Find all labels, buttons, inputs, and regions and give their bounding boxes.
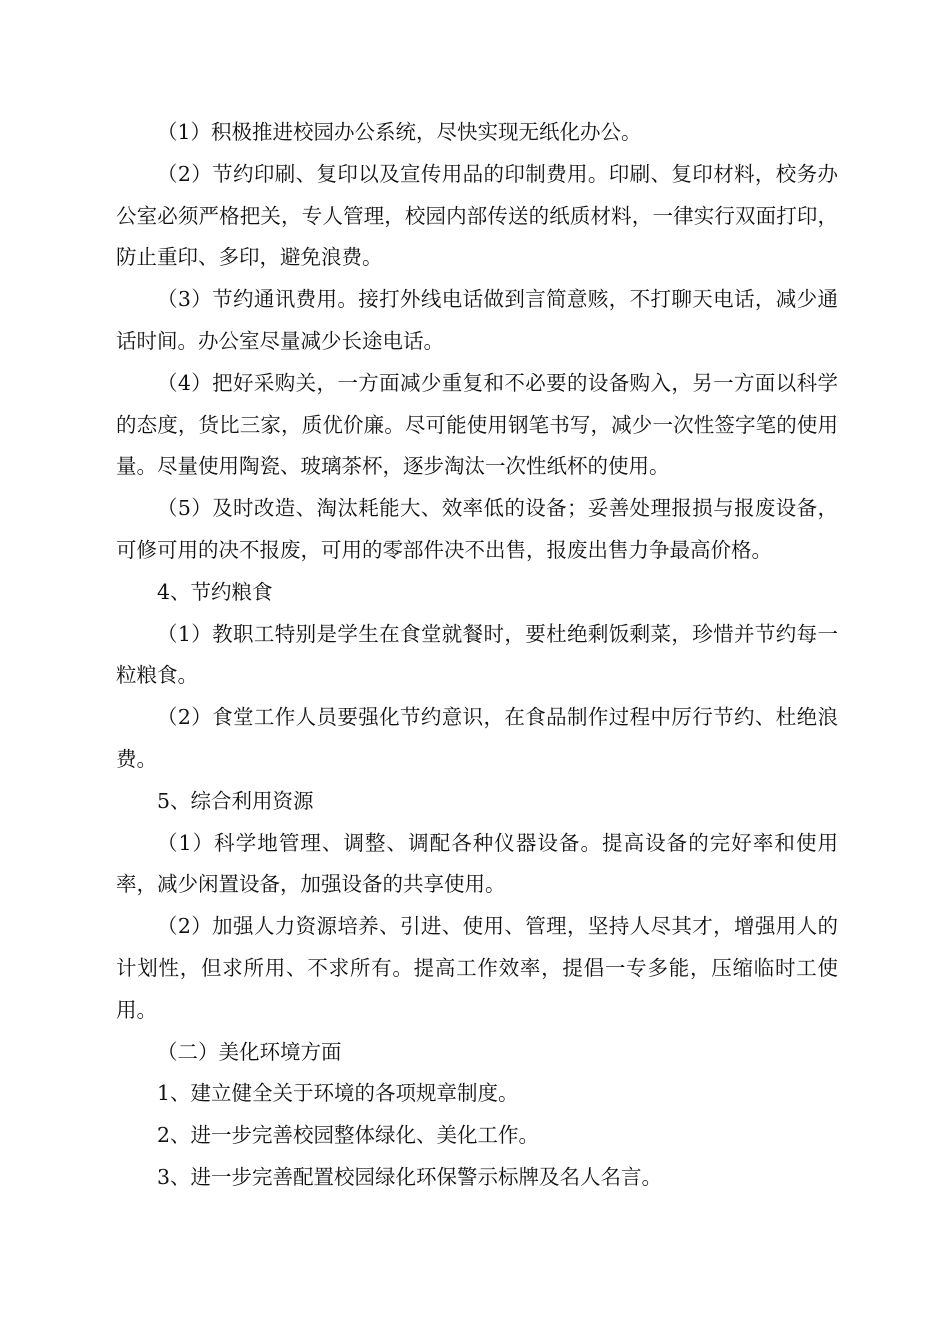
document-page — [116, 112, 838, 1199]
paragraph-canteen-dining: （1）教职工特别是学生在食堂就餐时，要杜绝剩饭剩菜，珍惜并节约每一粒粮食。 — [116, 621, 838, 688]
paragraph-paperless-office: （1）积极推进校园办公系统，尽快实现无纸化办公。 — [157, 120, 642, 144]
list-item-signage: 3、进一步完善配置校园绿化环保警示标牌及名人名言。 — [157, 1164, 663, 1189]
paragraph-human-resources: （2）加强人力资源培养、引进、使用、管理，坚持人尽其才，增强用人的计划性，但求所用、不求所有。提高工作效率，提倡一专多能，压缩临时工使用。 — [116, 914, 838, 1022]
section-heading-resource-use: 5、综合利用资源 — [157, 788, 314, 813]
section-heading-save-food: 4、节约粮食 — [157, 579, 273, 604]
paragraph-printing-costs: （2）节约印刷、复印以及宣传用品的印制费用。印刷、复印材料，校务办公室必须严格把关，专人管理，校园内部传送的纸质材料，一律实行双面打印，防止重印、多印，避免浪费。 — [116, 161, 838, 270]
list-item-greening: 2、进一步完善校园整体绿化、美化工作。 — [157, 1123, 540, 1148]
section-heading-environment: （二）美化环境方面 — [157, 1039, 342, 1064]
paragraph-equipment-renewal: （5）及时改造、淘汰耗能大、效率低的设备；妥善处理报损与报废设备，可修可用的决不报废，可用的零部件决不出售，报废出售力争最高价格。 — [116, 496, 838, 562]
paragraph-procurement: （4）把好采购关，一方面减少重复和不必要的设备购入，另一方面以科学的态度，货比三家，质优价廉。尽可能使用钢笔书写，减少一次性签字笔的使用量。尽量使用陶瓷、玻璃茶杯，逐步淘汰一次性纸杯的使用。 — [116, 370, 838, 479]
paragraph-canteen-staff: （2）食堂工作人员要强化节约意识，在食品制作过程中厉行节约、杜绝浪费。 — [116, 705, 838, 771]
paragraph-equipment-management: （1）科学地管理、调整、调配各种仪器设备。提高设备的完好率和使用率，减少闲置设备，加强设备的共享使用。 — [116, 830, 838, 897]
list-item-regulations: 1、建立健全关于环境的各项规章制度。 — [157, 1081, 519, 1106]
paragraph-communication-costs: （3）节约通讯费用。接打外线电话做到言简意赅，不打聊天电话，减少通话时间。办公室尽量减少长途电话。 — [116, 287, 838, 353]
